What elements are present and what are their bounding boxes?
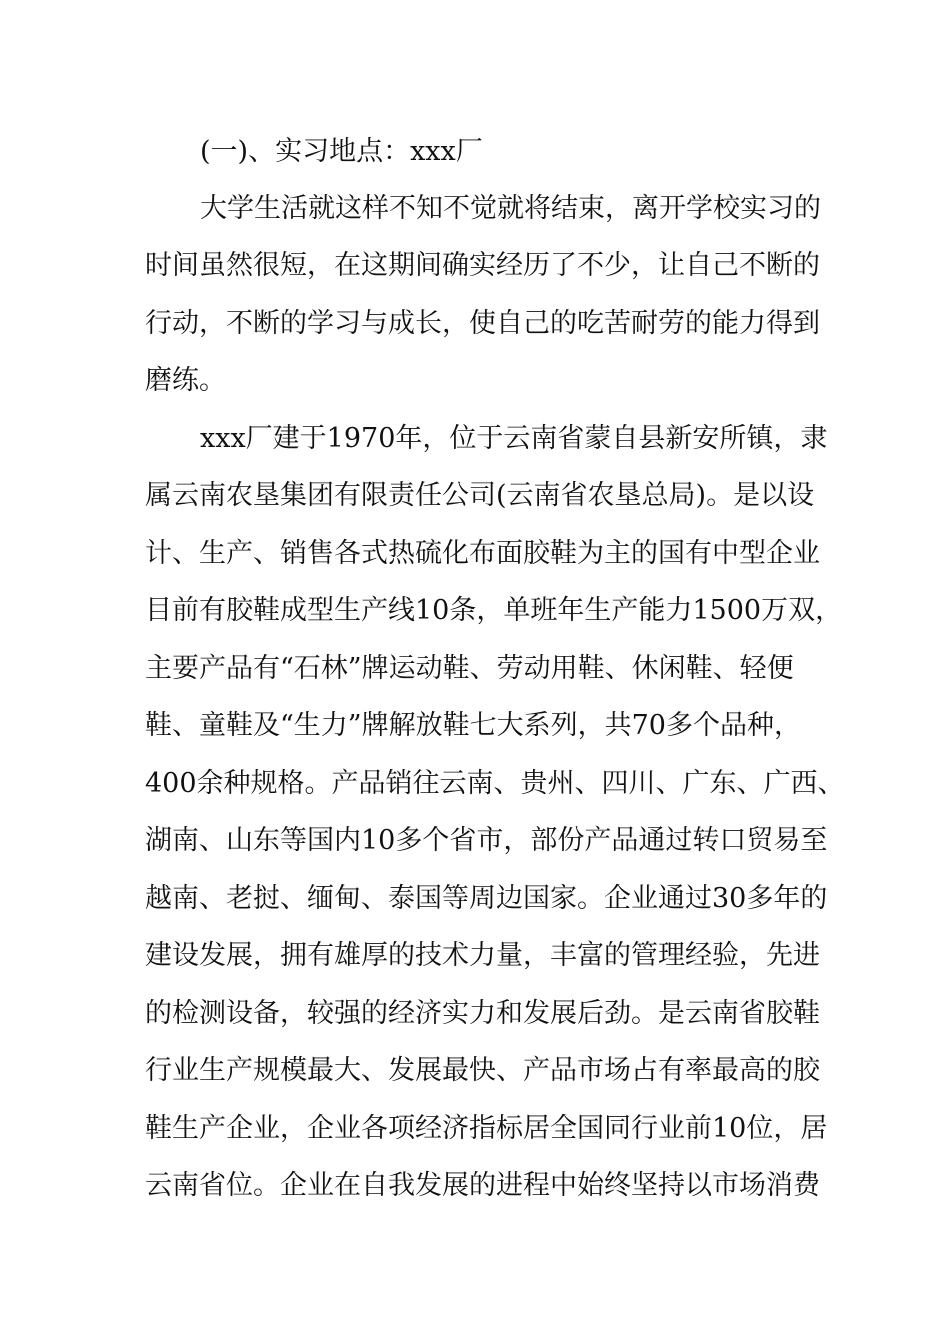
text-line: 行动，不断的学习与成长，使自己的吃苦耐劳的能力得到 (145, 308, 820, 339)
text-line: 行业生产规模最大、发展最快、产品市场占有率最高的胶 (145, 1055, 820, 1086)
text-line: xxx厂建于1970年，位于云南省蒙自县新安所镇，隶 (200, 423, 828, 454)
text-line: 主要产品有“石林”牌运动鞋、劳动用鞋、休闲鞋、轻便 (145, 653, 794, 684)
text-line: 属云南农垦集团有限责任公司(云南省农垦总局)。是以设 (145, 480, 815, 511)
text-line: 磨练。 (145, 365, 226, 396)
text-line: 目前有胶鞋成型生产线10条，单班年生产能力1500万双， (145, 595, 843, 626)
text-line: 建设发展，拥有雄厚的技术力量，丰富的管理经验，先进 (145, 940, 820, 971)
text-line: 湖南、山东等国内10多个省市，部份产品通过转口贸易至 (145, 825, 828, 856)
text-line: 的检测设备，较强的经济实力和发展后劲。是云南省胶鞋 (145, 998, 820, 1029)
text-line: 计、生产、销售各式热硫化布面胶鞋为主的国有中型企业 (145, 538, 820, 569)
text-line: 越南、老挝、缅甸、泰国等周边国家。企业通过30多年的 (145, 883, 828, 914)
text-line: 400余种规格。产品销往云南、贵州、四川、广东、广西、 (145, 768, 845, 799)
text-line: 鞋、童鞋及“生力”牌解放鞋七大系列，共70多个品种， (145, 710, 801, 741)
section-heading: (一)、实习地点：xxx厂 (200, 136, 483, 167)
text-line: 云南省位。企业在自我发展的进程中始终坚持以市场消费 (145, 1170, 820, 1201)
text-line: 鞋生产企业，企业各项经济指标居全国同行业前10位，居 (145, 1113, 828, 1144)
text-line: 时间虽然很短，在这期间确实经历了不少，让自己不断的 (145, 250, 820, 281)
text-line: 大学生活就这样不知不觉就将结束，离开学校实习的 (200, 193, 821, 224)
